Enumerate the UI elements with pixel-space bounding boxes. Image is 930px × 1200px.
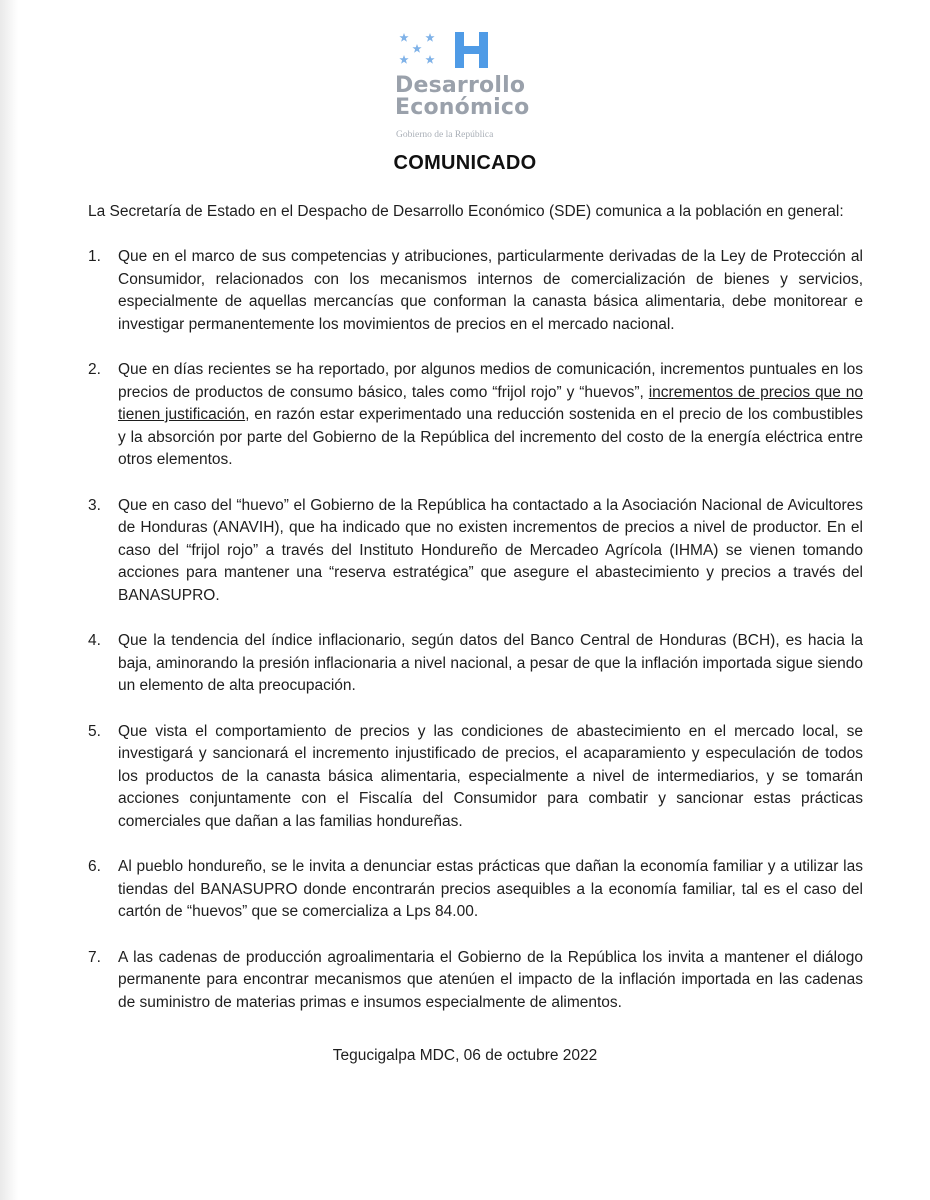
logo-subtitle: Gobierno de la República (396, 130, 494, 140)
list-item (88, 721, 863, 834)
document-title: COMUNICADO (393, 152, 537, 174)
item-text-part-b: , en razón estar experimentado una reducción sostenida en el precio de los combustibles y la absorción por parte del Gobierno de la República del incremento del costo de la energía eléctrica entre otros elementos. (118, 406, 863, 468)
item-text-part-a: Que en días recientes se ha reportado, por algunos medios de comunicación, incrementos puntuales en los precios de productos de consumo básico, tales como “frijol rojo” y “huevos”, (118, 361, 863, 401)
item-number: 3. (88, 496, 101, 514)
list-item (88, 359, 863, 472)
item-text (118, 359, 863, 472)
list-item (88, 947, 863, 1015)
logo-line-2: Económico (395, 95, 530, 120)
logo-line-1: Desarrollo (395, 73, 526, 98)
item-number: 4. (88, 632, 101, 649)
item-text: Que vista el comportamiento de precios y las condiciones de abastecimiento en el mercado local, se investigará y sancionará el incremento injustificado de precios, el acaparamiento y especulación de todos los productos de la canasta básica alimentaria, especialmente a nivel de intermediarios, y se tomarán acciones conjuntamente con el Fiscalía del Consumidor para combatir y sancionar estas prácticas comerciales que dañan a las familias hondureñas. (118, 722, 863, 830)
item-number: 5. (88, 722, 101, 740)
honduras-stars-h-icon (395, 30, 495, 72)
numbered-list (88, 246, 863, 1037)
sde-logo (393, 30, 563, 145)
list-item (88, 495, 863, 608)
item-number: 6. (88, 858, 101, 875)
item-number: 7. (88, 948, 101, 966)
item-text: Que la tendencia del índice inflacionario, según datos del Banco Central de Honduras (BCH), es hacia la baja, aminorando la presión inflacionaria a nivel nacional, a pesar de que la inflación importada sigue siendo un elemento de alta preocupación. (118, 632, 863, 694)
item-text: Que en el marco de sus competencias y atribuciones, particularmente derivadas de la Ley de Protección al Consumidor, relacionados con los mecanismos internos de comercialización de bienes y servicios, especialmente de aquellas mercancías que conforman la canasta básica alimentaria, debe monitorear e investigar permanentemente los movimientos de precios en el mercado nacional. (118, 248, 863, 333)
list-item (88, 630, 863, 698)
underlined-phrase: incrementos de precios que no tienen justificación (118, 383, 863, 423)
date-line: Tegucigalpa MDC, 06 de octubre 2022 (332, 1047, 598, 1064)
item-text: Al pueblo hondureño, se le invita a denunciar estas prácticas que dañan la economía familiar y a utilizar las tiendas del BANASUPRO donde encontrarán precios asequibles a la economía familiar, tal es el caso del cartón de “huevos” que se comercializa a Lps 84.00. (118, 858, 863, 920)
list-item (88, 856, 863, 924)
scan-edge-shadow (0, 0, 18, 1200)
item-number: 2. (88, 361, 101, 378)
item-text: Que en caso del “huevo” el Gobierno de la República ha contactado a la Asociación Nacional de Avicultores de Honduras (ANAVIH), que ha indicado que no existen incrementos de precios a nivel de productor. En el caso del “frijol rojo” a través del Instituto Hondureño de Mercadeo Agrícola (IHMA) se vienen tomando acciones para mantener una “reserva estratégica” que asegure el abastecimiento y precios a través del BANASUPRO. (118, 496, 863, 604)
item-text: A las cadenas de producción agroalimentaria el Gobierno de la República los invita a mantener el diálogo permanente para encontrar mecanismos que atenúen el impacto de la inflación importada en las cadenas de suministro de materias primas e insumos especialmente de alimentos. (118, 948, 863, 1011)
logo-wordmark (395, 75, 529, 119)
list-item (88, 246, 863, 336)
item-number: 1. (88, 248, 101, 265)
intro-paragraph: La Secretaría de Estado en el Despacho de Desarrollo Económico (SDE) comunica a la población en general: (88, 203, 844, 220)
